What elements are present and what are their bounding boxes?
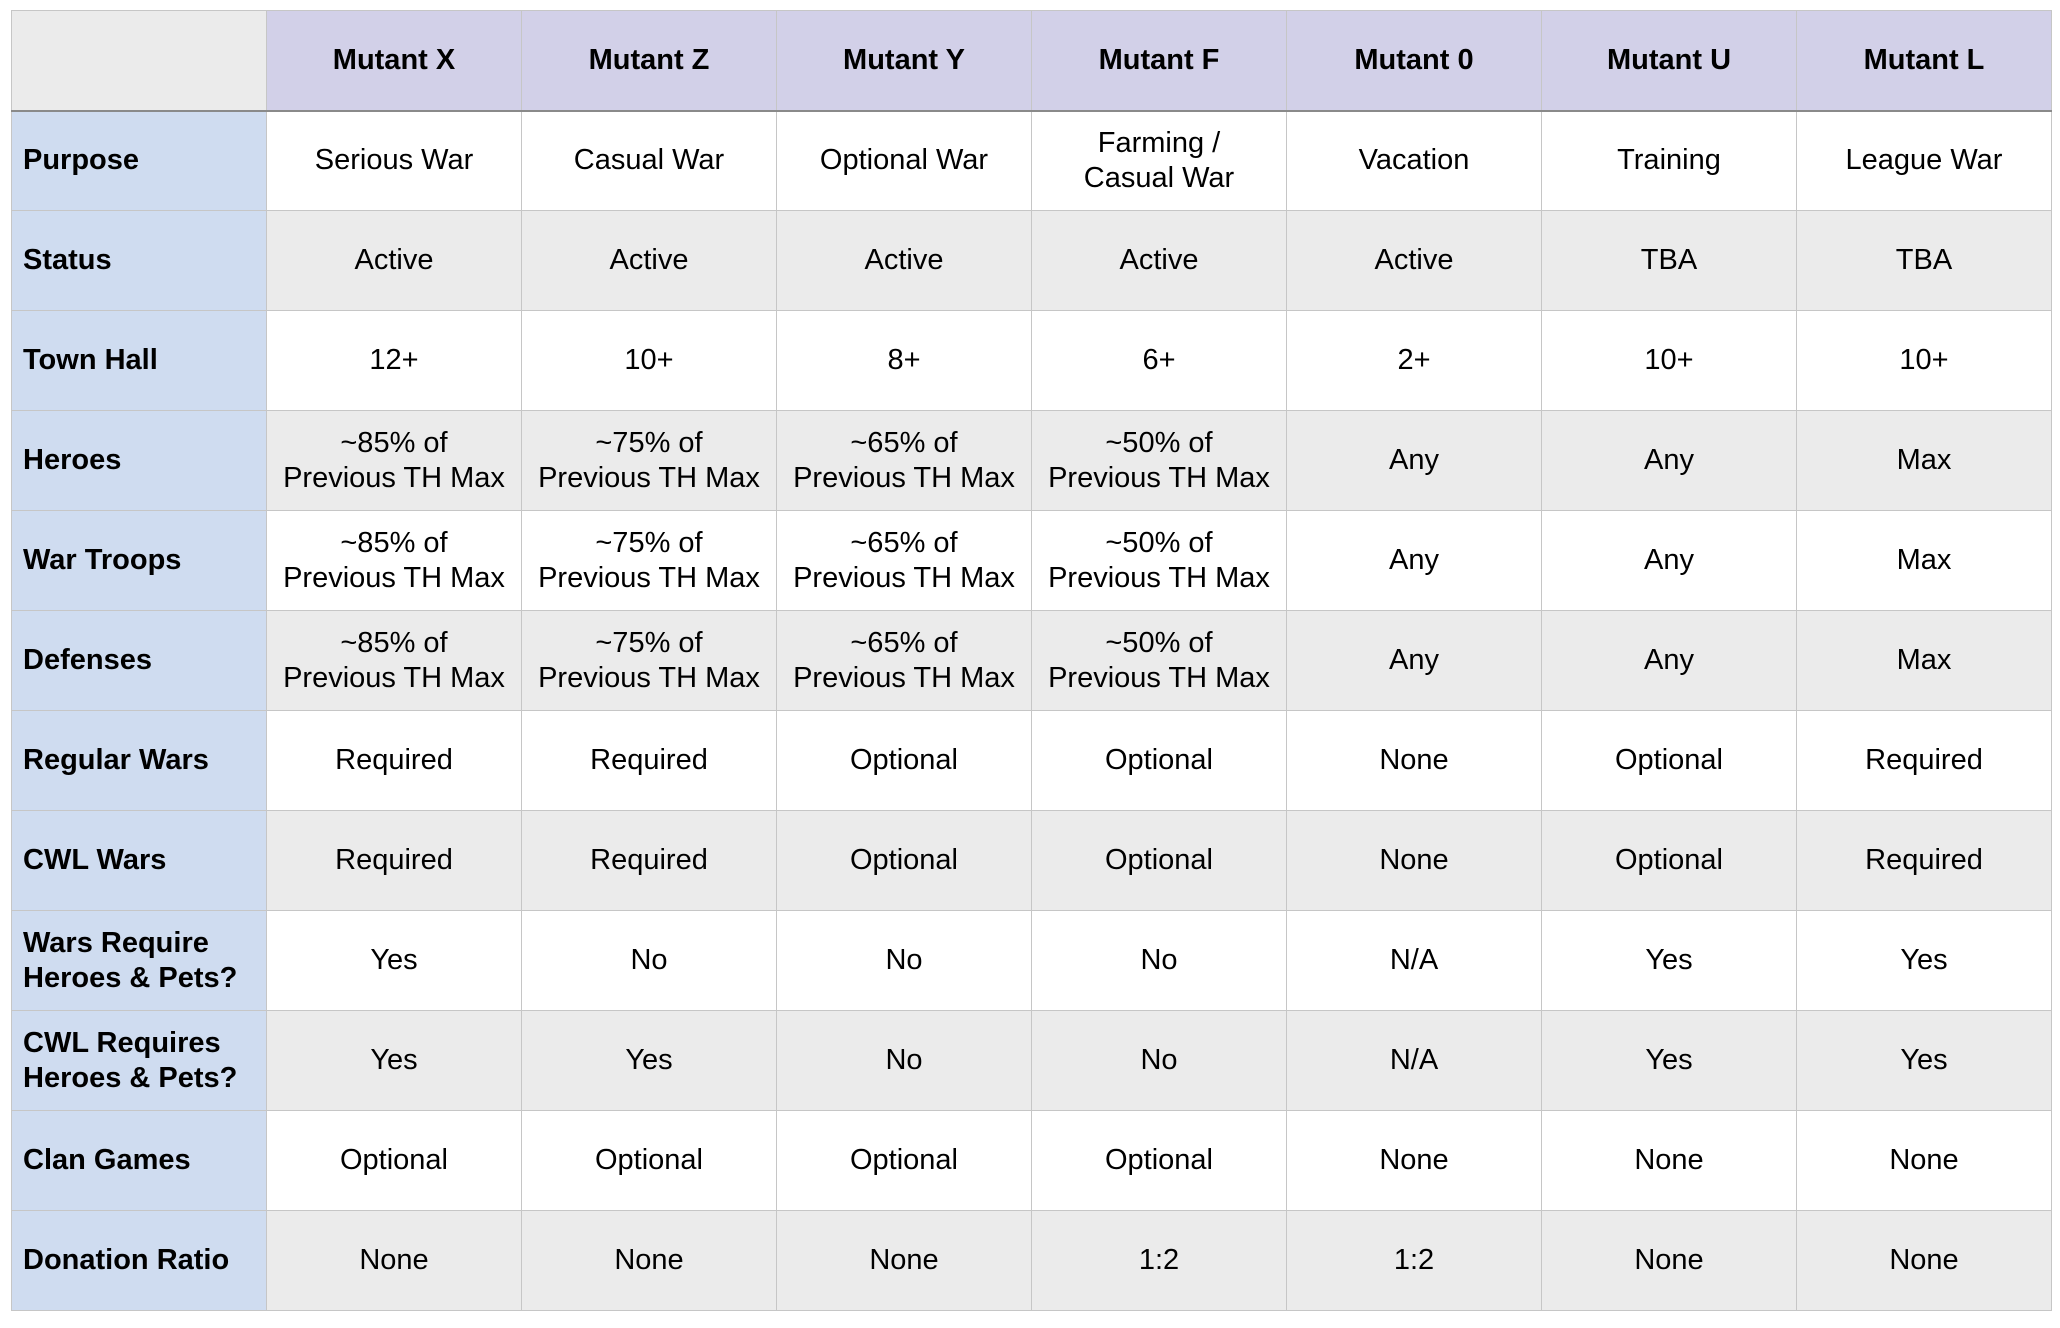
table-cell [522,911,777,1011]
table-cell [522,111,777,211]
table-cell [267,211,522,311]
table-cell [1032,611,1287,711]
cell-value: Max [1896,544,1952,576]
table-cell [1032,1011,1287,1111]
table-cell [1032,311,1287,411]
row-header [12,611,267,711]
table-cell [267,311,522,411]
table-cell [267,1011,522,1111]
table-cell [1032,711,1287,811]
cell-value: Optional War [819,144,989,177]
table-cell [777,711,1032,811]
table-cell [267,711,522,811]
row-header-label: Defenses [23,644,152,676]
cell-value: Optional [849,1144,958,1176]
cell-value: None [1379,844,1449,876]
cell-value: Required [590,744,708,776]
table-cell [777,611,1032,711]
table-cell [1797,811,2052,911]
table-cell [777,1211,1032,1311]
mutant-comparison-table [11,10,2052,1311]
table-cell [1287,911,1542,1011]
cell-value: Yes [1645,944,1693,976]
cell-value: Optional [1104,844,1213,876]
cell-value: Vacation [1358,144,1470,177]
cell-value: Active [864,244,944,276]
row-header-label: Donation Ratio [23,1244,230,1276]
table-row [12,411,2052,511]
column-header: Mutant X [267,11,522,111]
cell-value: ~50% of Previous TH Max [1048,626,1270,694]
cell-value: Yes [625,1044,673,1076]
table-cell [1287,411,1542,511]
table-cell [1797,511,2052,611]
cell-value: Yes [1900,944,1948,976]
cell-value: Required [335,744,453,776]
table-cell [1032,1211,1287,1311]
cell-value: No [1140,1044,1178,1076]
table-cell [1287,711,1542,811]
cell-value: Optional [849,744,958,776]
table-cell [777,411,1032,511]
table-cell [777,511,1032,611]
row-header [12,1111,267,1211]
cell-value: None [1889,1144,1959,1176]
cell-value: Active [1119,244,1199,276]
table-cell [1797,311,2052,411]
row-header [12,1211,267,1311]
table-row [12,1211,2052,1311]
table-cell [522,711,777,811]
corner-cell [12,11,267,111]
table-cell [1797,611,2052,711]
row-header-label: Purpose [23,144,140,177]
row-header-label: Regular Wars [23,744,209,776]
table-cell [522,311,777,411]
cell-value: League War [1845,144,2003,177]
table-cell [777,811,1032,911]
table-body [12,111,2052,1311]
cell-value: Optional [1104,744,1213,776]
row-header [12,411,267,511]
cell-value: TBA [1640,244,1698,276]
cell-value: Optional [1614,744,1723,776]
column-header: Mutant F [1032,11,1287,111]
cell-value: Required [335,844,453,876]
column-header: Mutant L [1797,11,2052,111]
table-cell [777,311,1032,411]
cell-value: Yes [1900,1044,1948,1076]
column-header: Mutant U [1542,11,1797,111]
table-cell [777,911,1032,1011]
table-cell [1287,511,1542,611]
cell-value: Max [1896,644,1952,676]
table-cell [1032,511,1287,611]
cell-value: 8+ [887,344,921,376]
table-cell [1797,211,2052,311]
table-cell [1797,411,2052,511]
table-cell [267,911,522,1011]
cell-value: Any [1389,644,1439,676]
cell-value: ~75% of Previous TH Max [538,526,760,594]
row-header-label: Clan Games [23,1144,191,1176]
table-cell [522,211,777,311]
row-header-label: CWL Requires Heroes & Pets? [23,1026,238,1094]
table-cell [1287,811,1542,911]
table-cell [1032,811,1287,911]
table-cell [522,511,777,611]
table-cell [1542,711,1797,811]
table-cell [267,111,522,211]
cell-value: Active [1374,244,1454,276]
table-row [12,611,2052,711]
cell-value: None [359,1244,429,1276]
table-cell [267,811,522,911]
cell-value: ~50% of Previous TH Max [1048,426,1270,494]
cell-value: Yes [370,1044,418,1076]
cell-value: 10+ [624,344,674,376]
table-cell [1542,1011,1797,1111]
table-cell [777,1111,1032,1211]
table-cell [1032,911,1287,1011]
cell-value: ~75% of Previous TH Max [538,626,760,694]
table-cell [1032,411,1287,511]
table-cell [777,111,1032,211]
row-header [12,211,267,311]
table-cell [1797,711,2052,811]
cell-value: Yes [370,944,418,976]
cell-value: Optional [339,1144,448,1176]
table-cell [1797,911,2052,1011]
cell-value: Farming / Casual War [1083,126,1235,194]
cell-value: No [630,944,668,976]
table-cell [1032,211,1287,311]
row-header [12,911,267,1011]
table-cell [1542,411,1797,511]
cell-value: Any [1644,444,1694,476]
cell-value: None [1889,1244,1959,1276]
table-row [12,211,2052,311]
row-header [12,511,267,611]
table-cell [1287,211,1542,311]
cell-value: ~85% of Previous TH Max [283,426,505,494]
cell-value: Any [1389,444,1439,476]
row-header [12,111,267,211]
comparison-sheet [11,10,2052,1311]
cell-value: None [1634,1244,1704,1276]
table-cell [1542,1211,1797,1311]
cell-value: N/A [1389,944,1439,976]
cell-value: ~65% of Previous TH Max [793,426,1015,494]
cell-value: ~85% of Previous TH Max [283,526,505,594]
header-row [12,11,2052,111]
cell-value: Any [1389,544,1439,576]
table-cell [1542,211,1797,311]
column-header: Mutant Y [777,11,1032,111]
cell-value: 10+ [1899,344,1949,376]
cell-value: Optional [594,1144,703,1176]
row-header [12,311,267,411]
cell-value: N/A [1389,1044,1439,1076]
cell-value: 10+ [1644,344,1694,376]
table-row [12,711,2052,811]
row-header [12,1011,267,1111]
table-cell [1542,511,1797,611]
cell-value: 12+ [369,344,419,376]
table-cell [777,211,1032,311]
table-cell [1542,811,1797,911]
cell-value: Training [1617,144,1721,177]
table-cell [1797,111,2052,211]
row-header-label: Heroes [23,444,122,476]
cell-value: Active [354,244,434,276]
cell-value: Required [1865,744,1983,776]
row-header-label: CWL Wars [23,844,167,876]
table-row [12,111,2052,211]
row-header [12,811,267,911]
row-header-label: War Troops [23,544,182,576]
table-cell [777,1011,1032,1111]
table-cell [1287,311,1542,411]
table-cell [1542,311,1797,411]
table-cell [1287,611,1542,711]
table-cell [522,1211,777,1311]
table-cell [267,1211,522,1311]
cell-value: Any [1644,644,1694,676]
cell-value: 2+ [1397,344,1431,376]
table-cell [1032,111,1287,211]
cell-value: ~50% of Previous TH Max [1048,526,1270,594]
table-cell [1542,111,1797,211]
cell-value: Any [1644,544,1694,576]
table-cell [1797,1111,2052,1211]
table-cell [522,411,777,511]
column-header: Mutant 0 [1287,11,1542,111]
cell-value: Casual War [573,144,725,177]
table-row [12,511,2052,611]
row-header-label: Wars Require Heroes & Pets? [23,926,238,994]
column-header: Mutant Z [522,11,777,111]
cell-value: Active [609,244,689,276]
table-row [12,1111,2052,1211]
row-header-label: Town Hall [23,344,158,376]
table-cell [1287,1011,1542,1111]
row-header [12,711,267,811]
table-cell [1287,1111,1542,1211]
cell-value: None [1379,744,1449,776]
table-row [12,1011,2052,1111]
table-cell [522,1111,777,1211]
cell-value: No [885,944,923,976]
table-cell [1542,1111,1797,1211]
table-row [12,311,2052,411]
cell-value: None [869,1244,939,1276]
table-cell [522,611,777,711]
table-cell [1032,1111,1287,1211]
table-cell [1542,611,1797,711]
table-cell [267,1111,522,1211]
cell-value: Optional [1104,1144,1213,1176]
cell-value: No [1140,944,1178,976]
cell-value: 6+ [1142,344,1176,376]
table-cell [1797,1211,2052,1311]
table-cell [522,811,777,911]
cell-value: Required [1865,844,1983,876]
cell-value: Required [590,844,708,876]
table-row [12,811,2052,911]
cell-value: ~65% of Previous TH Max [793,626,1015,694]
row-header-label: Status [23,244,112,276]
cell-value: Yes [1645,1044,1693,1076]
cell-value: Optional [1614,844,1723,876]
cell-value: 1:2 [1138,1244,1180,1276]
cell-value: ~75% of Previous TH Max [538,426,760,494]
cell-value: Serious War [314,144,474,177]
table-cell [1287,1211,1542,1311]
cell-value: ~85% of Previous TH Max [283,626,505,694]
cell-value: No [885,1044,923,1076]
cell-value: None [1379,1144,1449,1176]
table-cell [1797,1011,2052,1111]
table-row [12,911,2052,1011]
table-cell [267,611,522,711]
cell-value: Optional [849,844,958,876]
table-cell [267,511,522,611]
table-cell [522,1011,777,1111]
cell-value: None [614,1244,684,1276]
table-cell [267,411,522,511]
table-cell [1542,911,1797,1011]
cell-value: None [1634,1144,1704,1176]
table-cell [1287,111,1542,211]
cell-value: TBA [1895,244,1953,276]
cell-value: ~65% of Previous TH Max [793,526,1015,594]
cell-value: Max [1896,444,1952,476]
cell-value: 1:2 [1393,1244,1435,1276]
